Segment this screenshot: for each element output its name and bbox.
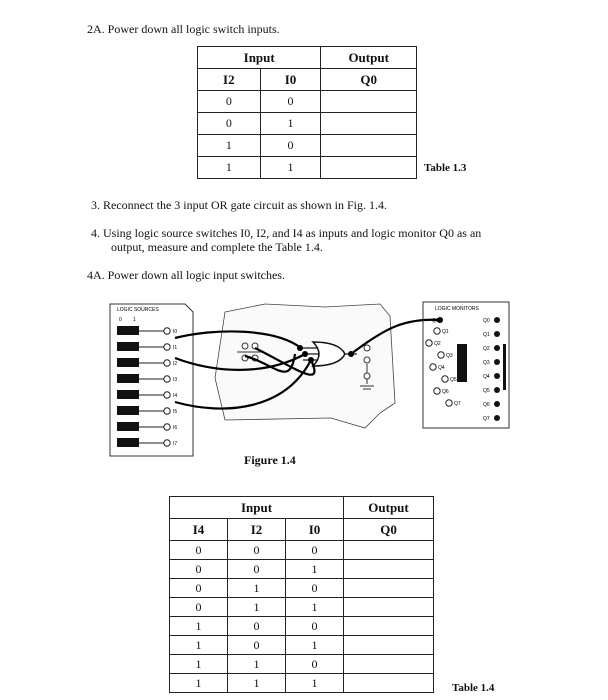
table-cell: 0 bbox=[260, 135, 321, 157]
monitor-input-3 bbox=[430, 364, 436, 370]
table-cell: 1 bbox=[286, 674, 344, 693]
source-label: I4 bbox=[173, 393, 178, 399]
monitor-left-label: Q5 bbox=[450, 377, 457, 383]
monitor-led-0 bbox=[494, 317, 500, 323]
table-cell: 0 bbox=[228, 560, 286, 579]
switch-scale-1: 1 bbox=[133, 317, 136, 323]
step-2a-text: 2A. Power down all logic switch inputs. bbox=[87, 22, 280, 36]
table-1-4-col-header: I0 bbox=[286, 519, 344, 541]
table-cell: 1 bbox=[198, 135, 261, 157]
source-label: I0 bbox=[173, 329, 178, 335]
source-label: I6 bbox=[173, 425, 178, 431]
table-cell bbox=[321, 91, 417, 113]
monitor-left-label: Q1 bbox=[442, 329, 449, 335]
table-cell: 1 bbox=[228, 579, 286, 598]
table-row bbox=[170, 560, 434, 579]
table-cell bbox=[344, 560, 434, 579]
truth-table-1-3 bbox=[197, 46, 417, 179]
monitor-display-bar bbox=[457, 344, 467, 382]
switch-0 bbox=[117, 326, 139, 335]
table-row bbox=[170, 598, 434, 617]
table-cell: 1 bbox=[170, 617, 228, 636]
source-label: I5 bbox=[173, 409, 178, 415]
table-cell bbox=[321, 135, 417, 157]
monitor-left-label: Q6 bbox=[442, 389, 449, 395]
source-label: I3 bbox=[173, 377, 178, 383]
table-row bbox=[170, 655, 434, 674]
source-terminal-0 bbox=[164, 328, 170, 334]
table-row bbox=[170, 617, 434, 636]
switch-1 bbox=[117, 342, 139, 351]
table-row bbox=[198, 135, 417, 157]
table-cell: 0 bbox=[228, 617, 286, 636]
table-cell: 0 bbox=[170, 560, 228, 579]
monitor-right-label: Q5 bbox=[483, 388, 490, 394]
figure-1-4-circuit bbox=[105, 298, 530, 470]
table-cell: 0 bbox=[286, 541, 344, 560]
switch-6 bbox=[117, 422, 139, 431]
source-terminal-3 bbox=[164, 376, 170, 382]
table-1-3-col-header: Q0 bbox=[321, 69, 417, 91]
monitor-left-label: Q3 bbox=[446, 353, 453, 359]
table-cell: 1 bbox=[286, 636, 344, 655]
table-cell: 1 bbox=[286, 560, 344, 579]
table-row bbox=[170, 541, 434, 560]
monitor-input-0 bbox=[434, 328, 440, 334]
table-cell: 1 bbox=[170, 674, 228, 693]
table-cell: 0 bbox=[228, 636, 286, 655]
table-cell bbox=[344, 636, 434, 655]
step-4-text-line1: 4. Using logic source switches I0, I2, and I4 as inputs and logic monitor Q0 as an bbox=[91, 226, 482, 240]
source-label: I7 bbox=[173, 441, 178, 447]
monitor-right-label: Q7 bbox=[483, 416, 490, 422]
source-terminal-1 bbox=[164, 344, 170, 350]
table-cell: 1 bbox=[170, 655, 228, 674]
table-row bbox=[198, 91, 417, 113]
switch-7 bbox=[117, 438, 139, 447]
table-cell: 0 bbox=[286, 655, 344, 674]
table-1-3-caption: Table 1.3 bbox=[424, 162, 467, 174]
monitor-left-label: Q7 bbox=[454, 401, 461, 407]
table-row bbox=[170, 674, 434, 693]
monitor-left-label: Q4 bbox=[438, 365, 445, 371]
table-cell: 0 bbox=[170, 541, 228, 560]
monitor-left-label: Q2 bbox=[434, 341, 441, 347]
table-cell: 1 bbox=[228, 655, 286, 674]
table-cell bbox=[344, 579, 434, 598]
switch-3 bbox=[117, 374, 139, 383]
table-1-4-caption: Table 1.4 bbox=[452, 682, 495, 694]
monitor-right-label: Q3 bbox=[483, 360, 490, 366]
table-1-4-col-header: Q0 bbox=[344, 519, 434, 541]
table-cell: 0 bbox=[198, 91, 261, 113]
logic-sources-label: LOGIC SOURCES bbox=[117, 307, 159, 313]
source-terminal-2 bbox=[164, 360, 170, 366]
logic-monitors-label: LOGIC MONITORS bbox=[435, 306, 479, 312]
monitor-input-6 bbox=[446, 400, 452, 406]
table-cell: 1 bbox=[228, 598, 286, 617]
table-row bbox=[198, 157, 417, 179]
table-cell bbox=[321, 113, 417, 135]
table-cell: 1 bbox=[228, 674, 286, 693]
table-1-4-input-header: Input bbox=[170, 497, 344, 519]
table-cell bbox=[344, 541, 434, 560]
table-cell: 0 bbox=[286, 579, 344, 598]
switch-4 bbox=[117, 390, 139, 399]
monitor-led-6 bbox=[494, 401, 500, 407]
table-row bbox=[198, 113, 417, 135]
monitor-led-7 bbox=[494, 415, 500, 421]
monitor-input-1 bbox=[426, 340, 432, 346]
table-cell bbox=[344, 617, 434, 636]
breadboard-outline bbox=[215, 304, 395, 428]
table-cell: 1 bbox=[198, 157, 261, 179]
source-terminal-5 bbox=[164, 408, 170, 414]
table-row bbox=[170, 579, 434, 598]
table-1-4-col-header: I2 bbox=[228, 519, 286, 541]
table-cell: 1 bbox=[286, 598, 344, 617]
table-1-3-input-header: Input bbox=[198, 47, 321, 69]
monitor-right-label: Q4 bbox=[483, 374, 490, 380]
monitor-right-label: Q1 bbox=[483, 332, 490, 338]
monitor-input-5 bbox=[434, 388, 440, 394]
step-3-text: 3. Reconnect the 3 input OR gate circuit as shown in Fig. 1.4. bbox=[91, 198, 387, 212]
step-4a-text: 4A. Power down all logic input switches. bbox=[87, 268, 285, 282]
table-cell: 0 bbox=[286, 617, 344, 636]
monitor-led-4 bbox=[494, 373, 500, 379]
switch-5 bbox=[117, 406, 139, 415]
monitor-led-2 bbox=[494, 345, 500, 351]
table-1-4-col-header: I4 bbox=[170, 519, 228, 541]
truth-table-1-4 bbox=[169, 496, 434, 693]
table-1-4-output-header: Output bbox=[344, 497, 434, 519]
table-cell bbox=[344, 674, 434, 693]
table-cell: 0 bbox=[198, 113, 261, 135]
table-cell bbox=[321, 157, 417, 179]
monitor-led-5 bbox=[494, 387, 500, 393]
switch-scale-0: 0 bbox=[119, 317, 122, 323]
monitor-led-3 bbox=[494, 359, 500, 365]
monitor-right-label: Q6 bbox=[483, 402, 490, 408]
table-1-3-col-header: I2 bbox=[198, 69, 261, 91]
table-cell: 0 bbox=[228, 541, 286, 560]
table-cell: 1 bbox=[260, 113, 321, 135]
table-row bbox=[170, 636, 434, 655]
monitor-input-4 bbox=[442, 376, 448, 382]
table-1-3-col-header: I0 bbox=[260, 69, 321, 91]
table-cell bbox=[344, 598, 434, 617]
table-cell: 0 bbox=[170, 598, 228, 617]
monitor-input-2 bbox=[438, 352, 444, 358]
figure-1-4-caption: Figure 1.4 bbox=[244, 453, 296, 467]
table-cell bbox=[344, 655, 434, 674]
table-cell: 0 bbox=[260, 91, 321, 113]
table-cell: 1 bbox=[260, 157, 321, 179]
table-cell: 0 bbox=[170, 579, 228, 598]
step-4-text-line2: output, measure and complete the Table 1.4. bbox=[111, 240, 323, 254]
monitor-led-1 bbox=[494, 331, 500, 337]
table-1-3-output-header: Output bbox=[321, 47, 417, 69]
monitor-right-label: Q0 bbox=[483, 318, 490, 324]
source-label: I1 bbox=[173, 345, 178, 351]
source-label: I2 bbox=[173, 361, 178, 367]
monitor-q0-label: Q0 bbox=[432, 318, 439, 324]
source-terminal-4 bbox=[164, 392, 170, 398]
source-terminal-6 bbox=[164, 424, 170, 430]
table-cell: 1 bbox=[170, 636, 228, 655]
monitor-right-label: Q2 bbox=[483, 346, 490, 352]
switch-2 bbox=[117, 358, 139, 367]
source-terminal-7 bbox=[164, 440, 170, 446]
